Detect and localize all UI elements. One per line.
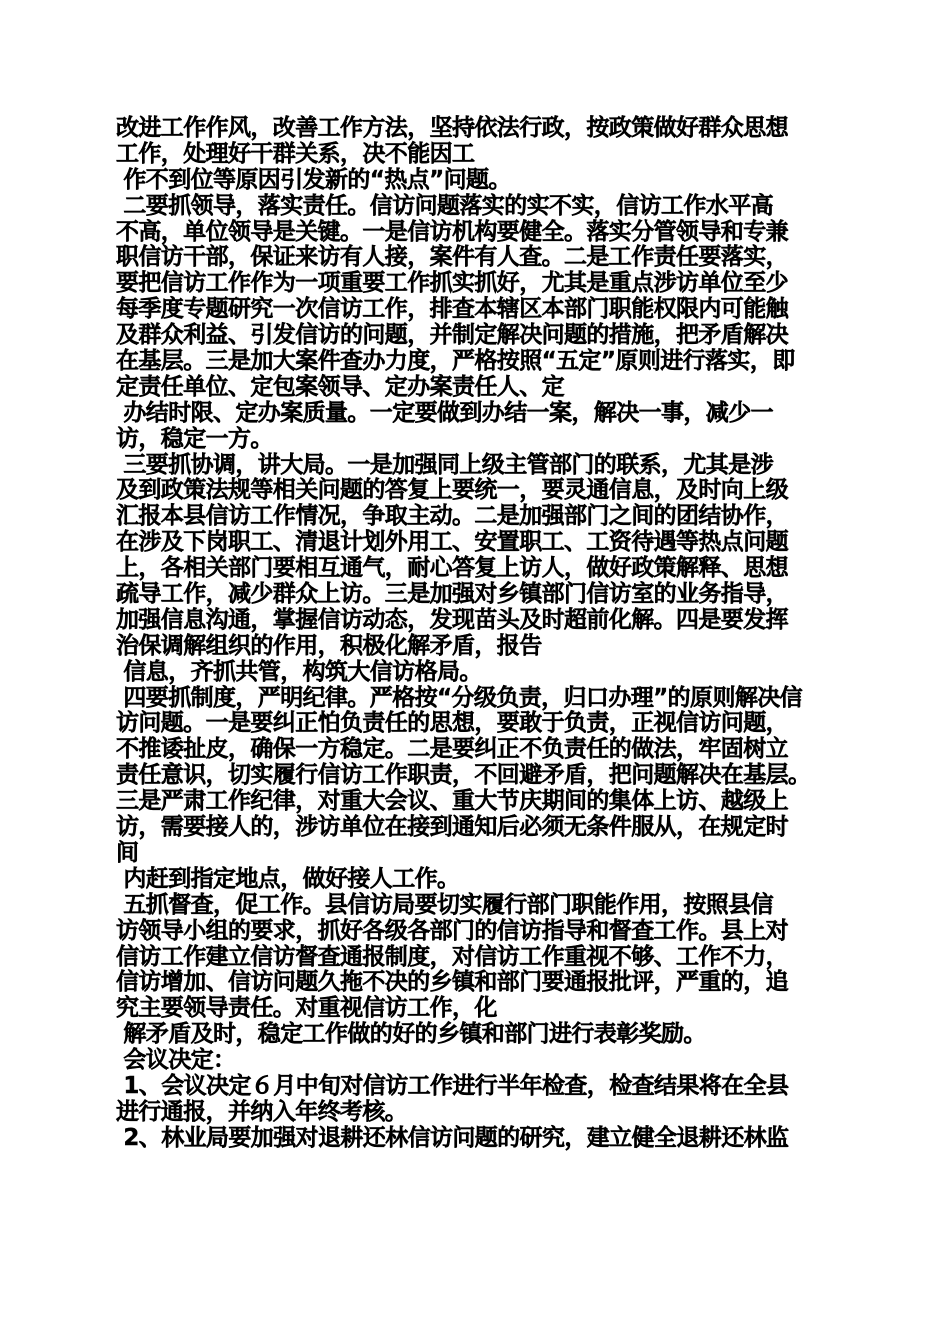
text-line: 在基层。三是加大案件查办力度，严格按照“五定”原则进行落实，即 [116, 348, 795, 375]
text-line: 作不到位等原因引发新的“热点”问题。 [116, 166, 511, 193]
text-line: 访问题。一是要纠正怕负责任的思想，要敢于负责，正视信访问题， [116, 710, 789, 737]
document-page [116, 116, 846, 1226]
text-line: 进行通报，并纳入年终考核。 [116, 1098, 408, 1125]
text-line: 2、林业局要加强对退耕还林信访问题的研究，建立健全退耕还林监 [116, 1124, 789, 1151]
text-line: 在涉及下岗职工、清退计划外用工、安置职工、工资待遇等热点问题 [116, 529, 789, 556]
text-line: 访，需要接人的，涉访单位在接到通知后必须无条件服从，在规定时 [116, 814, 789, 841]
text-line: 不高，单位领导是关键。一是信访机构要健全。落实分管领导和专兼 [116, 218, 789, 245]
text-line: 信访工作建立信访督查通报制度，对信访工作重视不够、工作不力， [116, 943, 789, 970]
text-line: 疏导工作，减少群众上访。三是加强对乡镇部门信访室的业务指导， [116, 581, 789, 608]
text-line: 究主要领导责任。对重视信访工作，化 [116, 995, 497, 1022]
text-line: 办结时限、定办案质量。一定要做到办结一案，解决一事，减少一 [116, 399, 774, 426]
text-line: 责任意识，切实履行信访工作职责，不回避矛盾，把问题解决在基层。 [116, 762, 811, 789]
text-line: 信访增加、信访问题久拖不决的乡镇和部门要通报批评，严重的，追 [116, 969, 789, 996]
text-line: 不推诿扯皮，确保一方稳定。二是要纠正不负责任的做法，牢固树立 [116, 736, 789, 763]
text-line: 三要抓协调，讲大局。一是加强同上级主管部门的联系，尤其是涉 [116, 451, 774, 478]
text-line: 会议决定： [116, 1047, 236, 1074]
text-line: 信息，齐抓共管，构筑大信访格局。 [116, 658, 482, 685]
text-line: 内赶到指定地点，做好接人工作。 [116, 865, 460, 892]
text-line: 要把信访工作作为一项重要工作抓实抓好，尤其是重点涉访单位至少 [116, 270, 789, 297]
text-line: 汇报本县信访工作情况，争取主动。二是加强部门之间的团结协作， [116, 503, 789, 530]
text-line: 加强信息沟通，掌握信访动态，发现苗头及时超前化解。四是要发挥 [116, 606, 789, 633]
text-line: 二要抓领导，落实责任。信访问题落实的实不实，信访工作水平高 [116, 192, 774, 219]
text-line: 访，稳定一方。 [116, 425, 273, 452]
text-line: 三是严肃工作纪律，对重大会议、重大节庆期间的集体上访、越级上 [116, 788, 789, 815]
text-line: 工作，处理好干群关系，决不能因工 [116, 140, 475, 167]
text-line: 上，各相关部门要相互通气，耐心答复上访人，做好政策解释、思想 [116, 555, 789, 582]
text-line: 四要抓制度，严明纪律。严格按“分级负责，归口办理”的原则解决信 [116, 684, 803, 711]
text-line: 每季度专题研究一次信访工作，排查本辖区本部门职能权限内可能触 [116, 296, 789, 323]
text-line: 治保调解组织的作用，积极化解矛盾，报告 [116, 632, 542, 659]
text-line: 及到政策法规等相关问题的答复上要统一，要灵通信息，及时向上级 [116, 477, 789, 504]
text-line: 访领导小组的要求，抓好各级各部门的信访指导和督查工作。县上对 [116, 917, 789, 944]
text-line: 解矛盾及时，稳定工作做的好的乡镇和部门进行表彰奖励。 [116, 1021, 706, 1048]
text-line: 1、会议决定６月中旬对信访工作进行半年检查，检查结果将在全县 [116, 1072, 789, 1099]
text-line: 改进工作作风，改善工作方法，坚持依法行政，按政策做好群众思想 [116, 115, 789, 141]
text-line: 定责任单位、定包案领导、定办案责任人、定 [116, 373, 565, 400]
text-line: 五抓督查，促工作。县信访局要切实履行部门职能作用，按照县信 [116, 891, 774, 918]
text-line: 及群众利益、引发信访的问题，并制定解决问题的措施，把矛盾解决 [116, 322, 789, 349]
text-line: 职信访干部，保证来访有人接，案件有人查。二是工作责任要落实， [116, 244, 789, 271]
text-line: 间 [116, 839, 139, 866]
